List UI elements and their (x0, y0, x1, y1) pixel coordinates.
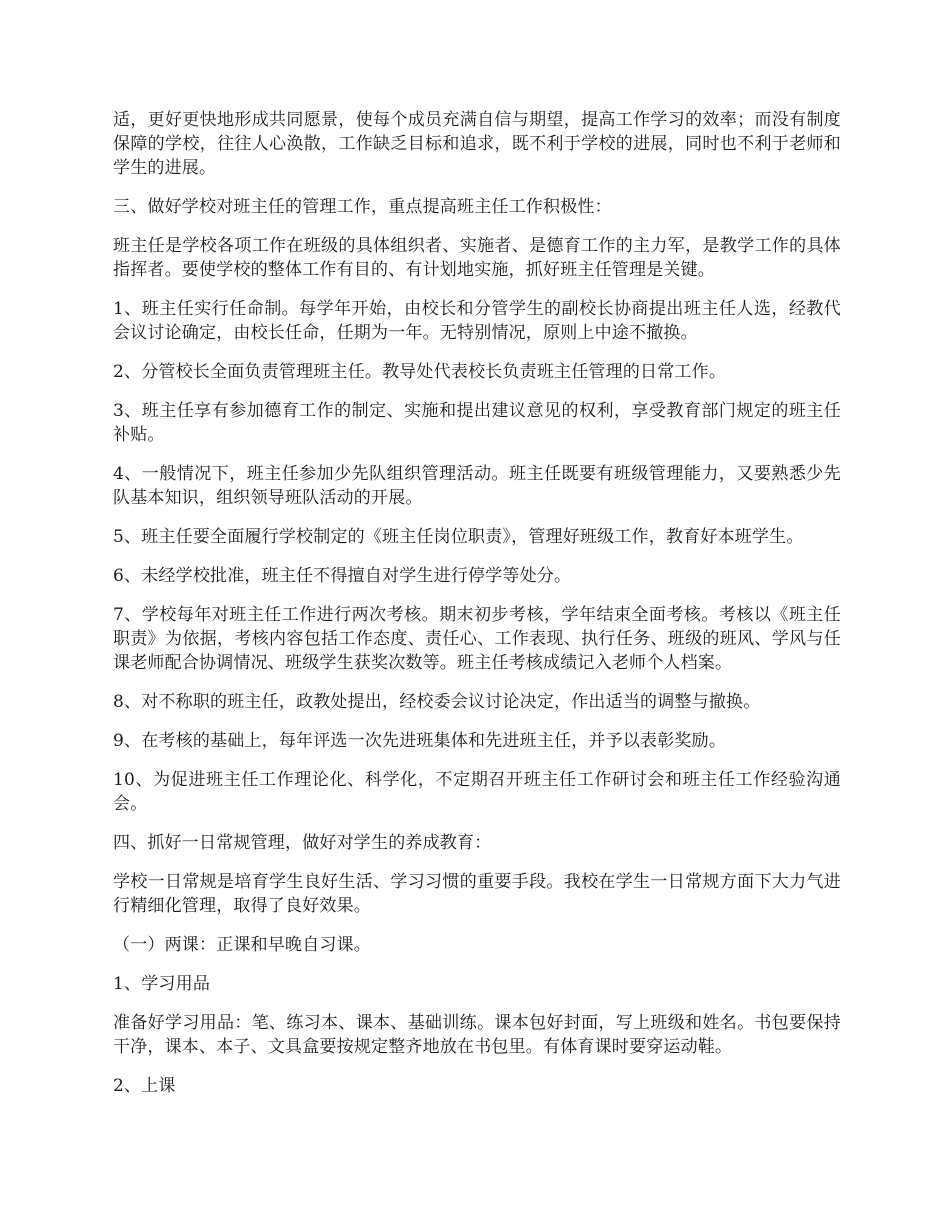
subsection-heading: 2、上课 (113, 1076, 176, 1096)
section-heading: 四、抓好一日常规管理，做好对学生的养成教育： (113, 833, 492, 853)
list-item: 7、学校每年对班主任工作进行两次考核。期末初步考核，学年结束全面考核。考核以《班主任职责》为依据，考核内容包括工作态度、责任心、工作表现、执行任务、班级的班风、学风与任课老师配合协调情况、班级学生获奖次数等。班主任考核成绩记入老师个人档案。 (113, 605, 841, 673)
list-item: 3、班主任享有参加德育工作的制定、实施和提出建议意见的权利，享受教育部门规定的班主任补贴。 (113, 401, 841, 445)
subsection-heading: 1、学习用品 (113, 974, 211, 994)
list-item: 10、为促进班主任工作理论化、科学化，不定期召开班主任工作研讨会和班主任工作经验沟通会。 (113, 770, 841, 814)
paragraph: 学校一日常规是培育学生良好生活、学习习惯的重要手段。我校在学生一日常规方面下大力气进行精细化管理，取得了良好效果。 (113, 872, 841, 916)
list-item: 2、分管校长全面负责管理班主任。教导处代表校长负责班主任管理的日常工作。 (113, 362, 727, 382)
paragraph: 班主任是学校各项工作在班级的具体组织者、实施者、是德育工作的主力军，是教学工作的具体指挥者。要使学校的整体工作有目的、有计划地实施，抓好班主任管理是关键。 (113, 236, 841, 280)
document-body (113, 108, 841, 1113)
paragraph: 适，更好更快地形成共同愿景，使每个成员充满自信与期望，提高工作学习的效率；而没有制度保障的学校，往往人心涣散，工作缺乏目标和追求，既不利于学校的进展，同时也不利于老师和学生的进展。 (113, 110, 841, 178)
list-item: 8、对不称职的班主任，政教处提出，经校委会议讨论决定，作出适当的调整与撤换。 (113, 692, 761, 712)
list-item: 5、班主任要全面履行学校制定的《班主任岗位职责》，管理好班级工作，教育好本班学生。 (113, 527, 804, 547)
paragraph: 准备好学习用品：笔、练习本、课本、基础训练。课本包好封面，写上班级和姓名。书包要保持干净，课本、本子、文具盒要按规定整齐地放在书包里。有体育课时要穿运动鞋。 (113, 1013, 841, 1057)
list-item: 1、班主任实行任命制。每学年开始，由校长和分管学生的副校长协商提出班主任人选，经教代会议讨论确定，由校长任命，任期为一年。无特别情况，原则上中途不撤换。 (113, 299, 841, 343)
section-heading: 三、做好学校对班主任的管理工作，重点提高班主任工作积极性： (113, 197, 612, 217)
list-item: 9、在考核的基础上，每年评选一次先进班集体和先进班主任，并予以表彰奖励。 (113, 731, 727, 751)
subsection-heading: （一）两课：正课和早晚自习课。 (113, 935, 371, 955)
list-item: 4、一般情况下，班主任参加少先队组织管理活动。班主任既要有班级管理能力，又要熟悉少先队基本知识，组织领导班队活动的开展。 (113, 464, 841, 508)
list-item: 6、未经学校批准，班主任不得擅自对学生进行停学等处分。 (113, 566, 572, 586)
